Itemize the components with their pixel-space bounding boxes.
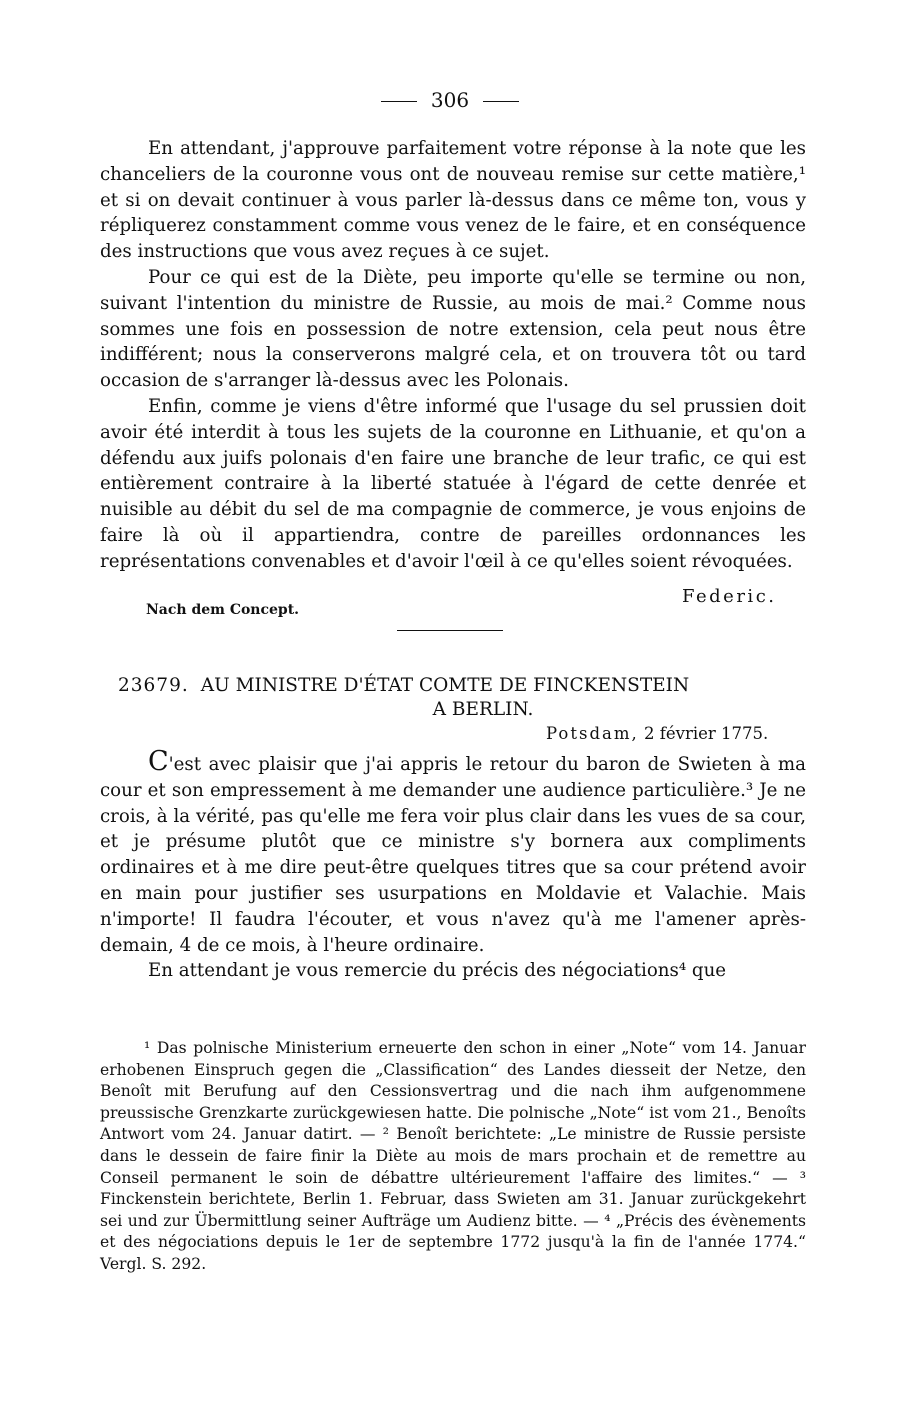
- footnotes: [100, 1038, 806, 1276]
- letter-continuation: [100, 136, 806, 575]
- footnote-text: ¹ Das polnische Ministerium erneuerte den schon in einer „Note“ vom 14. Januar erhobenen Einspruch gegen die „Classification“ des Landes diesseit der Netze, den Benoît mit Berufung auf den Cessionsvertrag und die nach ihm aufgenommene preussische Grenzkarte zurückgewiesen hatte. Die polnische „Note“ ist vom 21., Benoîts Antwort vom 24. Januar datirt. — ² Benoît berichtete: „Le ministre de Russie persiste dans le dessein de faire finir la Diète au mois de mars prochain et de remettre au Conseil permanent le soin de débattre ultérieurement l'affaire des limites.“ — ³ Finckenstein berichtete, Berlin 1. Februar, dass Swieten am 31. Januar zurückgekehrt sei und zur Übermittlung seiner Aufträge um Audienz bitte. — ⁴ „Précis des évènements et des négociations depuis le 1er de septembre 1772 jusqu'à la fin de l'année 1774.“ Vergl. S. 292.: [100, 1039, 806, 1273]
- paragraph: En attendant, j'approuve parfaitement votre réponse à la note que les chanceliers de la couronne vous ont de nouveau remise sur cette matière,¹ et si on devait continuer à vous parler là-dessus dans ce même ton, vous y répliquerez constamment comme vous venez de le faire, et en conséquence des instructions que vous avez reçues à ce sujet.: [100, 138, 806, 263]
- section-divider: [397, 630, 503, 631]
- letter-heading: [118, 674, 808, 722]
- source-note: Nach dem Concept.: [146, 602, 300, 618]
- header-dash-left: [381, 101, 417, 102]
- page-number: 306: [430, 88, 470, 112]
- letter-body: [100, 746, 806, 984]
- dateline: [546, 724, 768, 743]
- paragraph-text: 'est avec plaisir que j'ai appris le retour du baron de Swieten à ma cour et son empressement à me demander une audience particulière.³ Je ne crois, à la vérité, pas qu'elle me fera voir plus clair dans les vues de sa cour, et je présume plutôt que ce ministre s'y bornera aux compliments ordinaires et à me dire peut-être quelques titres que sa cour prétend avoir en main pour justifier ses usurpations en Moldavie et Valachie. Mais n'importe! Il faudra l'écouter, et vous n'avez qu'à me l'amener après-demain, 4 de ce mois, à l'heure ordinaire.: [100, 754, 806, 956]
- page-header: [0, 88, 900, 112]
- letter-number: 23679.: [118, 675, 189, 696]
- dateline-place: Potsdam,: [546, 724, 639, 743]
- dateline-date: 2 février 1775.: [644, 724, 769, 743]
- letter-recipient: AU MINISTRE D'ÉTAT COMTE DE FINCKENSTEIN: [200, 675, 690, 696]
- drop-cap: C: [148, 746, 169, 777]
- header-dash-right: [483, 101, 519, 102]
- paragraph: Enfin, comme je viens d'être informé que l'usage du sel prussien doit avoir été interdit à tous les sujets de la couronne en Lithuanie, et qu'on a défendu aux juifs polonais d'en faire une branche de leur trafic, ce qui est entièrement contraire à la liberté statuée à l'égard de cette denrée et nuisible au débit du sel de ma compagnie de commerce, je vous enjoins de faire là où il appartiendra, contre de pareilles ordonnances les représentations convenables et d'avoir l'œil à ce qu'elles soient révoquées.: [100, 395, 806, 572]
- signature: Federic.: [682, 586, 777, 607]
- letter-recipient-city: A BERLIN.: [432, 699, 534, 720]
- paragraph: Pour ce qui est de la Diète, peu importe qu'elle se termine ou non, suivant l'intention du ministre de Russie, au mois de mai.² Comme nous sommes une fois en possession de notre extension, cela peut nous être indifférent; nous la conserverons malgré cela, et on trouvera tôt ou tard occasion de s'arranger là-dessus avec les Polonais.: [100, 266, 806, 392]
- paragraph: En attendant je vous remercie du précis des négociations⁴ que: [148, 960, 727, 982]
- paragraph: [100, 746, 806, 958]
